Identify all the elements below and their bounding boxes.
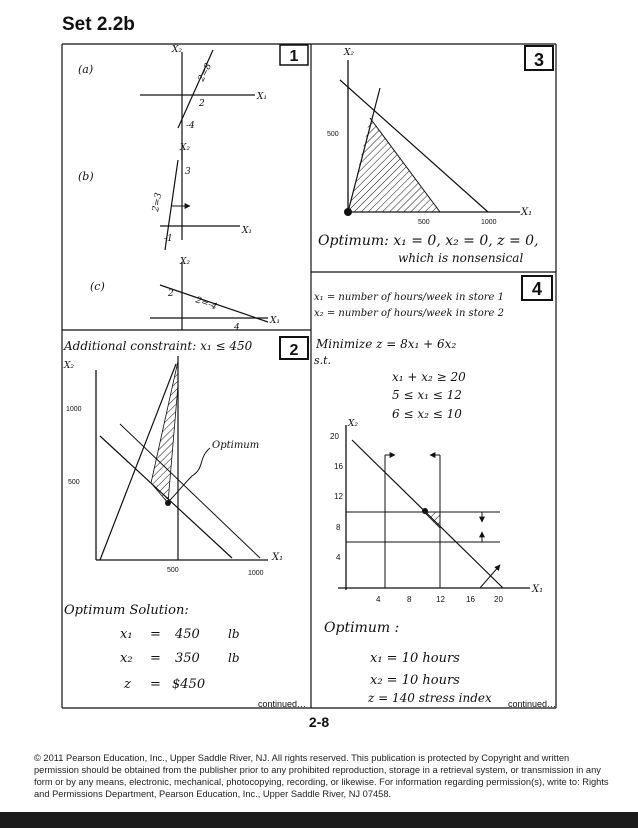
part-c-x2-label: X₂ [180, 257, 191, 267]
part-c-tick-y: 2 [168, 289, 174, 299]
problem4-panel [314, 276, 552, 705]
problem3-optimum-point [344, 208, 352, 216]
problem3-x-tick-1000: 1000 [481, 219, 497, 226]
problem2-y-axis-label: X₂ [64, 361, 75, 371]
problem2-constraint: Additional constraint: x₁ ≤ 450 [64, 339, 253, 353]
problem3-optimum-line1: Optimum: x₁ = 0, x₂ = 0, z = 0, [318, 233, 539, 249]
set-title: Set 2.2b [62, 14, 135, 35]
continued-right: continued… [508, 699, 557, 709]
problem2-optimum-annotation: Optimum [212, 440, 260, 451]
problem3-x-tick-500: 500 [418, 219, 430, 226]
continued-left: continued… [258, 699, 307, 709]
solution-z-eq: = [150, 677, 161, 692]
problem2-x-tick-1000: 1000 [248, 570, 264, 577]
problem2-optimum-point [165, 500, 171, 506]
part-a-constraint-line [178, 50, 213, 128]
problem4-feasible-region [424, 512, 440, 528]
part-b-tick-y: 3 [185, 167, 191, 177]
problem4-optimum-point [422, 508, 428, 514]
problem2-feasible-region [151, 361, 178, 503]
problem2-y-tick-500: 500 [68, 479, 80, 486]
problem4-x-tick-12: 12 [436, 595, 445, 604]
problem4-x-tick-4: 4 [376, 595, 381, 604]
part-c-x1-label: X₁ [270, 316, 281, 326]
problem4-constraint-3: 6 ≤ x₂ ≤ 10 [392, 407, 462, 421]
solution-x1-eq: = [150, 627, 161, 642]
problem4-optimum-title: Optimum : [324, 620, 400, 636]
solution-x2-unit: lb [228, 651, 240, 665]
problem4-constraint-1: x₁ + x₂ ≥ 20 [392, 370, 466, 384]
part-b-label: (b) [78, 170, 94, 183]
part-a-x1-label: X₁ [257, 92, 268, 102]
solution-z-var: z [124, 677, 131, 692]
problem1-number: 1 [289, 48, 299, 65]
part-a-tick-y: -4 [186, 121, 195, 131]
problem4-x-tick-16: 16 [466, 595, 475, 604]
problem2-annotation-arrow [170, 448, 210, 500]
problem4-st: s.t. [314, 354, 332, 367]
part-a-tick-x: 2 [199, 99, 205, 109]
part-c-label: (c) [90, 280, 105, 293]
problem4-solution-x1: x₁ = 10 hours [370, 651, 460, 666]
part-a-x2-label: X₂ [172, 45, 183, 55]
problem3-feasible-region [348, 118, 440, 212]
problem4-y-tick-16: 16 [334, 462, 343, 471]
part-c-tick-x: 4 [234, 323, 240, 333]
problem4-constraint-2: 5 ≤ x₁ ≤ 12 [392, 388, 462, 402]
problem4-y-tick-8: 8 [336, 523, 341, 532]
problem2-number: 2 [289, 342, 299, 359]
problem4-objective: Minimize z = 8x₁ + 6x₂ [316, 337, 457, 351]
problem4-def1: x₁ = number of hours/week in store 1 [314, 292, 504, 303]
problem3-panel [318, 46, 553, 265]
problem3-optimum-line2: which is nonsensical [398, 251, 524, 265]
solution-x1-value: 450 [175, 627, 200, 642]
problem4-solution-z: z = 140 stress index [368, 691, 492, 705]
part-a-line-label: 2=8 [196, 61, 215, 84]
part-a-label: (a) [78, 63, 94, 76]
solution-x2-eq: = [150, 651, 161, 666]
problem2-y-tick-1000: 1000 [66, 406, 82, 413]
problem2-x-axis-label: X₁ [272, 552, 284, 563]
problem2-panel [63, 337, 308, 692]
copyright-notice: © 2011 Pearson Education, Inc., Upper Saddle River, NJ. All rights reserved. This publication is protected by Copyright and written permission should be obtained from the publisher prior to any prohibited reproduction, storage in a retrieval system, or transmission in any form or by any means, electronic, mechanical, photocopying, recording, or likewise. For information regarding permission(s), write to: Rights and Permissions Department, Pearson Education, Inc., Upper Saddle River, NJ 07458. [34, 753, 609, 799]
problem2-solution-title: Optimum Solution: [64, 603, 189, 618]
problem3-x-axis-label: X₁ [521, 207, 533, 218]
solution-x1-var: x₁ [120, 627, 133, 642]
problem3-number: 3 [533, 50, 545, 70]
problem3-y-tick-500: 500 [327, 131, 339, 138]
solution-z-value: $450 [172, 677, 206, 692]
problem4-y-tick-12: 12 [334, 492, 343, 501]
problem4-y-tick-4: 4 [336, 553, 341, 562]
solution-x2-var: x₂ [120, 651, 133, 666]
solution-x1-unit: lb [228, 627, 240, 641]
scan-bottom-edge [0, 812, 638, 828]
part-b-x2-label: X₂ [180, 143, 191, 153]
problem4-y-axis-label: X₂ [348, 419, 359, 429]
part-b-x1-label: X₁ [242, 226, 253, 236]
part-b-tick-x: -1 [164, 234, 173, 244]
problem4-number: 4 [531, 279, 543, 299]
problem4-y-tick-20: 20 [330, 432, 339, 441]
problem2-solution [120, 627, 240, 692]
problem4-def2: x₂ = number of hours/week in store 2 [314, 308, 504, 319]
part-b-line-label: 2=3 [151, 192, 165, 213]
page-number: 2-8 [308, 714, 330, 730]
problem4-x-tick-20: 20 [494, 595, 503, 604]
problem4-solution-x2: x₂ = 10 hours [370, 673, 460, 688]
part-c-line-label: 2=-4 [193, 295, 219, 313]
problem2-x-tick-500: 500 [167, 567, 179, 574]
problem1-panel [78, 45, 308, 333]
problem4-x-tick-8: 8 [407, 595, 412, 604]
problem4-x-axis-label: X₁ [532, 584, 544, 595]
solution-x2-value: 350 [175, 651, 200, 666]
problem3-y-axis-label: X₂ [344, 48, 355, 58]
